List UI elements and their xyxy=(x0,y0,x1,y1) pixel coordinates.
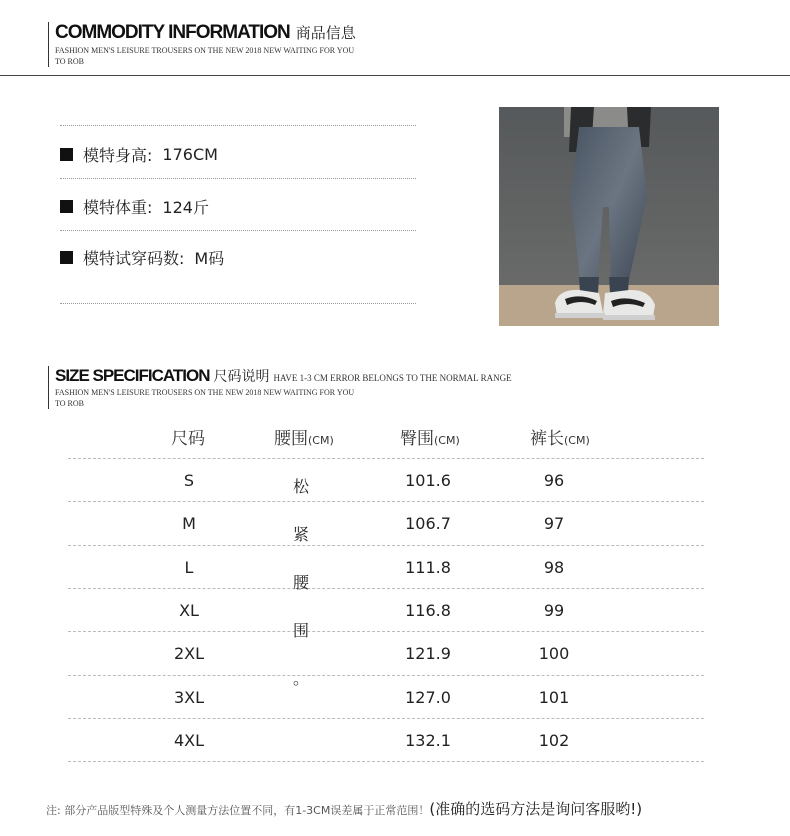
table-row-divider xyxy=(68,631,704,632)
size-cell: L xyxy=(184,558,194,577)
model-height-row xyxy=(60,143,218,166)
commodity-subtitle: FASHION MEN'S LEISURE TROUSERS ON THE NEW 2018 NEW WAITING FOR YOU TO ROB xyxy=(55,46,355,66)
waist-note-char: 。 xyxy=(293,669,310,688)
model-photo xyxy=(499,107,719,326)
col-length-label: 裤长 xyxy=(530,429,564,449)
square-bullet-icon xyxy=(60,200,73,213)
col-header-waist xyxy=(274,424,334,449)
model-weight-row xyxy=(60,195,209,218)
hip-cell: 127.0 xyxy=(405,688,451,707)
table-row-divider xyxy=(68,718,704,719)
footer-note-small: 注: 部分产品版型特殊及个人测量方法位置不同，有1-3CM误差属于正常范围！ xyxy=(46,804,430,817)
col-hip-unit: (CM) xyxy=(434,434,460,447)
size-cell: 3XL xyxy=(173,688,205,707)
hip-cell: 132.1 xyxy=(405,731,451,750)
col-hip-label: 臀围 xyxy=(400,429,434,449)
waist-note-char: 围 xyxy=(293,621,310,640)
model-size-value: M码 xyxy=(194,249,225,268)
hip-cell: 111.8 xyxy=(405,558,451,577)
table-row-divider xyxy=(68,501,704,502)
col-length-unit: (CM) xyxy=(564,434,590,447)
length-cell: 100 xyxy=(538,644,570,663)
hip-cell: 106.7 xyxy=(405,514,451,533)
table-row-divider xyxy=(68,458,704,459)
footer-note-big: (准确的选码方法是询问客服哟!) xyxy=(429,800,643,818)
model-weight-label: 模特体重: xyxy=(83,198,153,217)
col-waist-label: 腰围 xyxy=(274,429,308,449)
hip-cell: 101.6 xyxy=(405,471,451,490)
dotted-divider xyxy=(60,125,416,126)
dotted-divider xyxy=(60,303,416,304)
size-subtitle: FASHION MEN'S LEISURE TROUSERS ON THE NEW 2018 NEW WAITING FOR YOU TO ROB xyxy=(55,388,355,408)
col-header-size xyxy=(171,424,205,449)
size-title-cn: 尺码说明 xyxy=(213,369,270,385)
waist-note-char: 腰 xyxy=(293,573,310,592)
length-cell: 101 xyxy=(538,688,570,707)
header-divider xyxy=(0,75,790,76)
dotted-divider xyxy=(60,178,416,179)
hip-cell: 121.9 xyxy=(405,644,451,663)
length-cell: 99 xyxy=(543,601,565,620)
model-size-row xyxy=(60,246,224,269)
size-cell: 2XL xyxy=(173,644,205,663)
size-cell: M xyxy=(182,514,196,533)
size-error-note: HAVE 1-3 CM ERROR BELONGS TO THE NORMAL RANGE xyxy=(273,373,512,383)
table-row-divider xyxy=(68,761,704,762)
size-title-en: SIZE SPECIFICATION xyxy=(55,366,210,385)
length-cell: 102 xyxy=(538,731,570,750)
waist-note-char: 松 xyxy=(293,477,310,496)
length-cell: 96 xyxy=(543,471,565,490)
length-cell: 97 xyxy=(543,514,565,533)
table-row-divider xyxy=(68,545,704,546)
commodity-title-en: COMMODITY INFORMATION xyxy=(55,22,290,43)
square-bullet-icon xyxy=(60,148,73,161)
model-height-label: 模特身高: xyxy=(83,146,153,165)
model-weight-value: 124斤 xyxy=(162,198,209,217)
square-bullet-icon xyxy=(60,251,73,264)
size-cell: 4XL xyxy=(173,731,205,750)
size-header xyxy=(48,366,512,409)
model-height-value: 176CM xyxy=(162,145,218,164)
jeans-model-image xyxy=(499,107,719,326)
model-size-label: 模特试穿码数: xyxy=(83,249,185,268)
footer-note xyxy=(46,798,642,819)
col-header-hip xyxy=(400,424,460,449)
commodity-title-cn: 商品信息 xyxy=(295,24,356,42)
col-header-length xyxy=(530,424,590,449)
commodity-title xyxy=(55,22,365,44)
size-title xyxy=(55,366,512,386)
col-waist-unit: (CM) xyxy=(308,434,334,447)
size-cell: XL xyxy=(179,601,199,620)
size-cell: S xyxy=(183,471,195,490)
dotted-divider xyxy=(60,230,416,231)
hip-cell: 116.8 xyxy=(405,601,451,620)
length-cell: 98 xyxy=(543,558,565,577)
col-size-label: 尺码 xyxy=(171,429,205,449)
waist-note-char: 紧 xyxy=(293,525,310,544)
commodity-header xyxy=(48,22,365,67)
table-row-divider xyxy=(68,588,704,589)
table-row-divider xyxy=(68,675,704,676)
